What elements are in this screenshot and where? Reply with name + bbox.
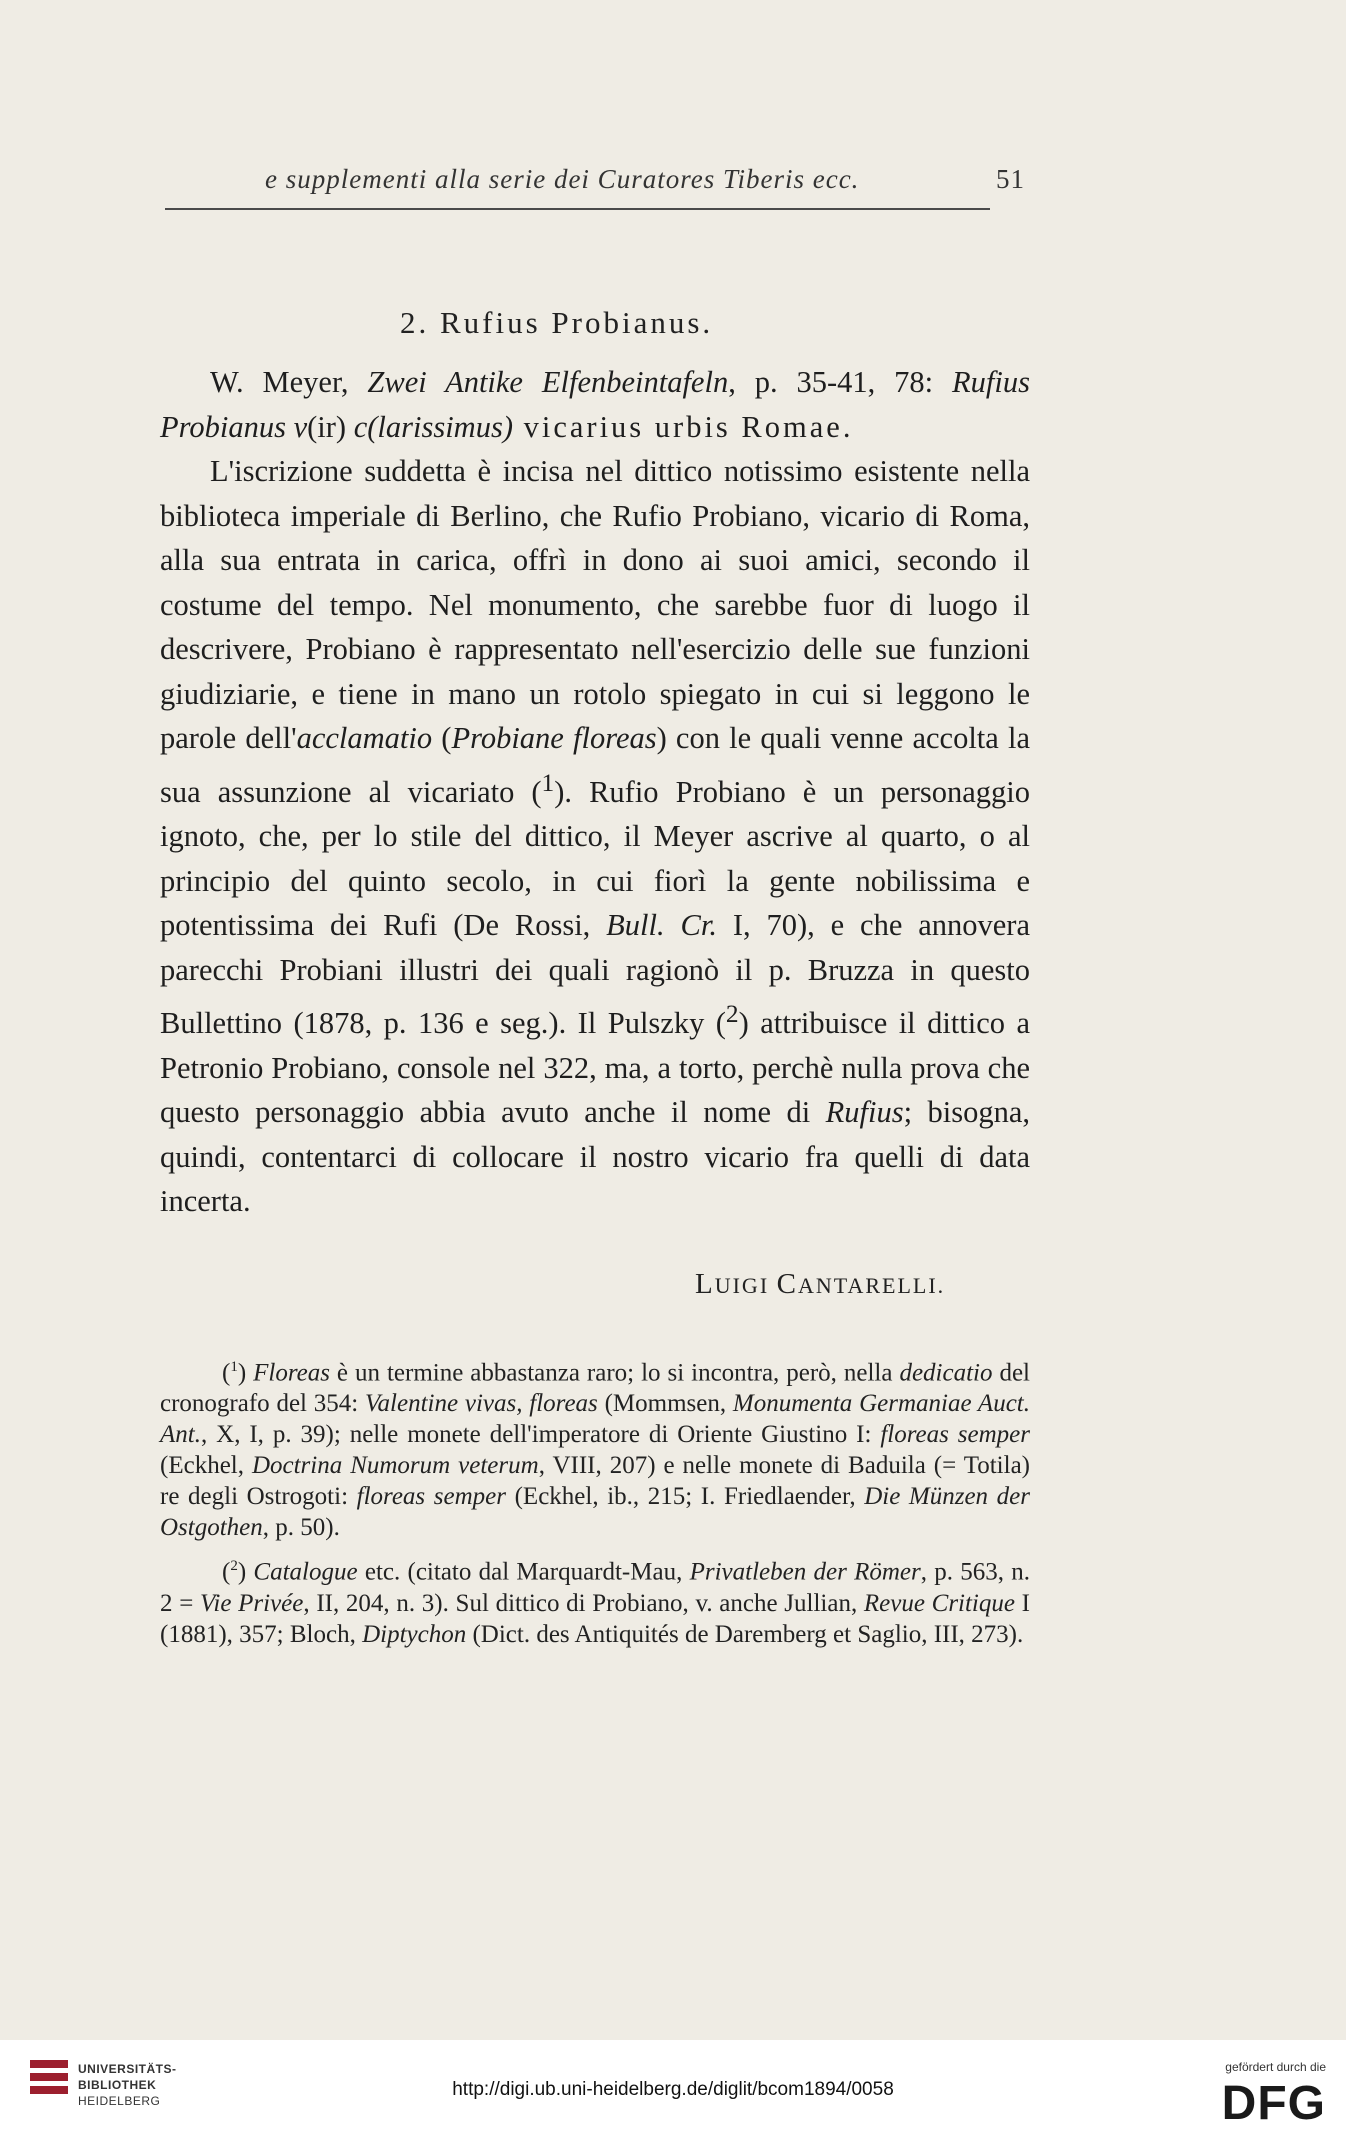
- text-run: (Eckhel,: [160, 1452, 252, 1480]
- running-title: e supplementi alla serie dei Curatores Tiberis ecc.: [265, 164, 860, 194]
- text-run: ) con le quali venne accolta la sua assunzione al vicariato (: [160, 721, 1030, 809]
- text-run: Bull. Cr.: [606, 908, 717, 943]
- text-run: L: [695, 1268, 715, 1300]
- text-run: UIGI: [714, 1273, 777, 1298]
- page-number: 51: [996, 164, 1025, 194]
- text-run: C: [776, 1268, 798, 1300]
- text-run: Zwei Antike Elfenbeintafeln: [367, 365, 729, 399]
- text-run: ; bisogna, quindi, contentarci di collocare il nostro vicario fra quelli di data incerta.: [160, 1095, 1031, 1219]
- text-run: , p. 35-41, 78:: [728, 365, 953, 399]
- text-run: Valentine vivas, floreas: [365, 1390, 598, 1418]
- text-run: (Eckhel, ib., 215; I. Friedlaender,: [505, 1483, 865, 1511]
- text-run: (ir): [307, 409, 354, 444]
- text-run: Privatleben der Römer: [689, 1558, 921, 1586]
- text-run: dedicatio: [899, 1359, 993, 1387]
- text-run: floreas semper: [356, 1483, 506, 1511]
- text-run: ) attribuisce il dittico a Petronio Probiano, console nel 322, ma, a torto, perchè nulla prova che questo personaggio abbia avuto anche il nome di: [160, 1006, 1030, 1130]
- header-rule: [165, 208, 990, 210]
- library-name-line-3: HEIDELBERG: [78, 2094, 161, 2108]
- text-run: ANTARELLI.: [798, 1273, 946, 1298]
- logo-bar: [30, 2060, 68, 2068]
- footnote-1: ($^1$) Floreas è un termine abbastanza raro; lo si incontra, però, nella dedicatio del cronografo del 354: Valentine vivas, floreas (Mommsen, Monumenta Germaniae Auct. Ant., X, I, p. 39); nelle monete dell'imperatore di Oriente Giustino I: floreas semper (Eckhel, Doctrina Numorum veterum, VIII, 207) e nelle monete di Baduila (= Totila) re degli Ostrogoti: floreas semper (Eckhel, ib., 215; I. Friedlaender, Die Münzen der Ostgothen, p. 50).: [160, 1359, 1030, 1542]
- library-name-line-1: UNIVERSITÄTS-: [78, 2062, 177, 2076]
- text-run: , p. 50).: [262, 1514, 340, 1542]
- text-run: (Mommsen,: [597, 1390, 733, 1418]
- body-text: [160, 360, 1030, 1224]
- paragraph-citation: [160, 360, 1030, 449]
- text-run: L'iscrizione suddetta è incisa nel dittico notissimo esistente nella biblioteca imperiale di Berlino, che Rufio Probiano, vicario di Roma, alla sua entrata in carica, offrì in dono ai suoi amici, secondo il costume del tempo. Nel monumento, che sarebbe fuor di luogo il descrivere, Probiano è rappresentato nell'esercizio delle sue funzioni giudiziarie, e tiene in mano un rotolo spiegato in cui si leggono le parole dell': [160, 454, 1030, 755]
- text-run: Diptychon: [362, 1620, 467, 1648]
- text-run: Revue Critique: [863, 1589, 1015, 1617]
- footnote-mark: 1: [230, 1359, 238, 1375]
- dfg-logo[interactable]: DFG: [1221, 2077, 1326, 2130]
- paragraph-main: [160, 449, 1030, 1224]
- text-run: c: [353, 409, 368, 444]
- text-run: , VIII, 207) e nelle monete di Baduila (= Totila) re degli Ostrogoti:: [160, 1452, 1030, 1511]
- text-run: Rufius Probianus v: [160, 365, 1030, 444]
- text-run: Doctrina Numorum veterum: [251, 1452, 539, 1480]
- footnote-2: ($^2$) Catalogue etc. (citato dal Marquardt-Mau, Privatleben der Römer, p. 563, n. 2 = Vie Privée, II, 204, n. 3). Sul dittico di Probiano, v. anche Jullian, Revue Critique I (1881), 357; Bloch, Diptychon (Dict. des Antiquités de Daremberg et Saglio, III, 273).: [160, 1558, 1031, 1648]
- funded-by-label: gefördert durch die: [1225, 2060, 1326, 2074]
- library-name-line-2: BIBLIOTHEK: [78, 2078, 157, 2092]
- text-run: Monumenta Germaniae Auct. Ant.: [160, 1390, 1030, 1449]
- text-run: Die Münzen der Ostgothen: [160, 1483, 1030, 1542]
- text-run: I (1881), 357; Bloch,: [160, 1589, 1030, 1648]
- section-title: 2. Rufius Probianus.: [400, 305, 714, 340]
- text-run: (Dict. des Antiquités de Daremberg et Saglio, III, 273).: [466, 1620, 1024, 1648]
- text-run: , p. 563, n. 2 =: [160, 1558, 1031, 1617]
- text-run: Rufius: [825, 1095, 904, 1130]
- author-signature: [695, 1268, 945, 1301]
- text-run: vicarius urbis Romae.: [513, 409, 854, 444]
- text-run: è un termine abbastanza raro; lo si incontra, però, nella: [329, 1359, 900, 1387]
- text-run: I, 70), e che annovera parecchi Probiani illustri dei quali ragionò il p. Bruzza in questo Bullettino (1878, p. 136 e seg.). Il Pulszky (: [160, 908, 1030, 1041]
- text-run: del cronografo del 354:: [160, 1359, 1030, 1418]
- text-run: Vie Privée: [199, 1589, 304, 1617]
- text-run: (larissimus): [367, 409, 513, 444]
- text-run: , X, I, p. 39); nelle monete dell'imperatore di Oriente Giustino I:: [200, 1421, 881, 1449]
- text-run: Floreas: [253, 1359, 330, 1387]
- footnotes: [160, 1352, 1030, 1658]
- text-run: (: [432, 721, 452, 755]
- text-run: ). Rufio Probiano è un personaggio ignoto, che, per lo stile del dittico, il Meyer ascrive al quarto, o al principio del quinto secolo, in cui fiorì la gente nobilissima e potentissima dei Rufi (De Rossi,: [160, 774, 1031, 943]
- permalink-url[interactable]: http://digi.ub.uni-heidelberg.de/diglit/bcom1894/0058: [452, 2079, 894, 2100]
- text-run: Catalogue: [253, 1558, 358, 1586]
- footnote-mark: 2: [230, 1558, 238, 1575]
- footnote-ref: 2: [725, 1000, 739, 1029]
- footnote-ref: 1: [541, 768, 555, 797]
- text-run: Probiane floreas: [451, 721, 657, 755]
- text-run: acclamatio: [296, 721, 433, 755]
- text-run: , II, 204, n. 3). Sul dittico di Probiano, v. anche Jullian,: [303, 1589, 864, 1617]
- text-run: etc. (citato dal Marquardt-Mau,: [357, 1558, 690, 1586]
- text-run: floreas semper: [880, 1421, 1030, 1449]
- text-run: W. Meyer,: [210, 365, 368, 399]
